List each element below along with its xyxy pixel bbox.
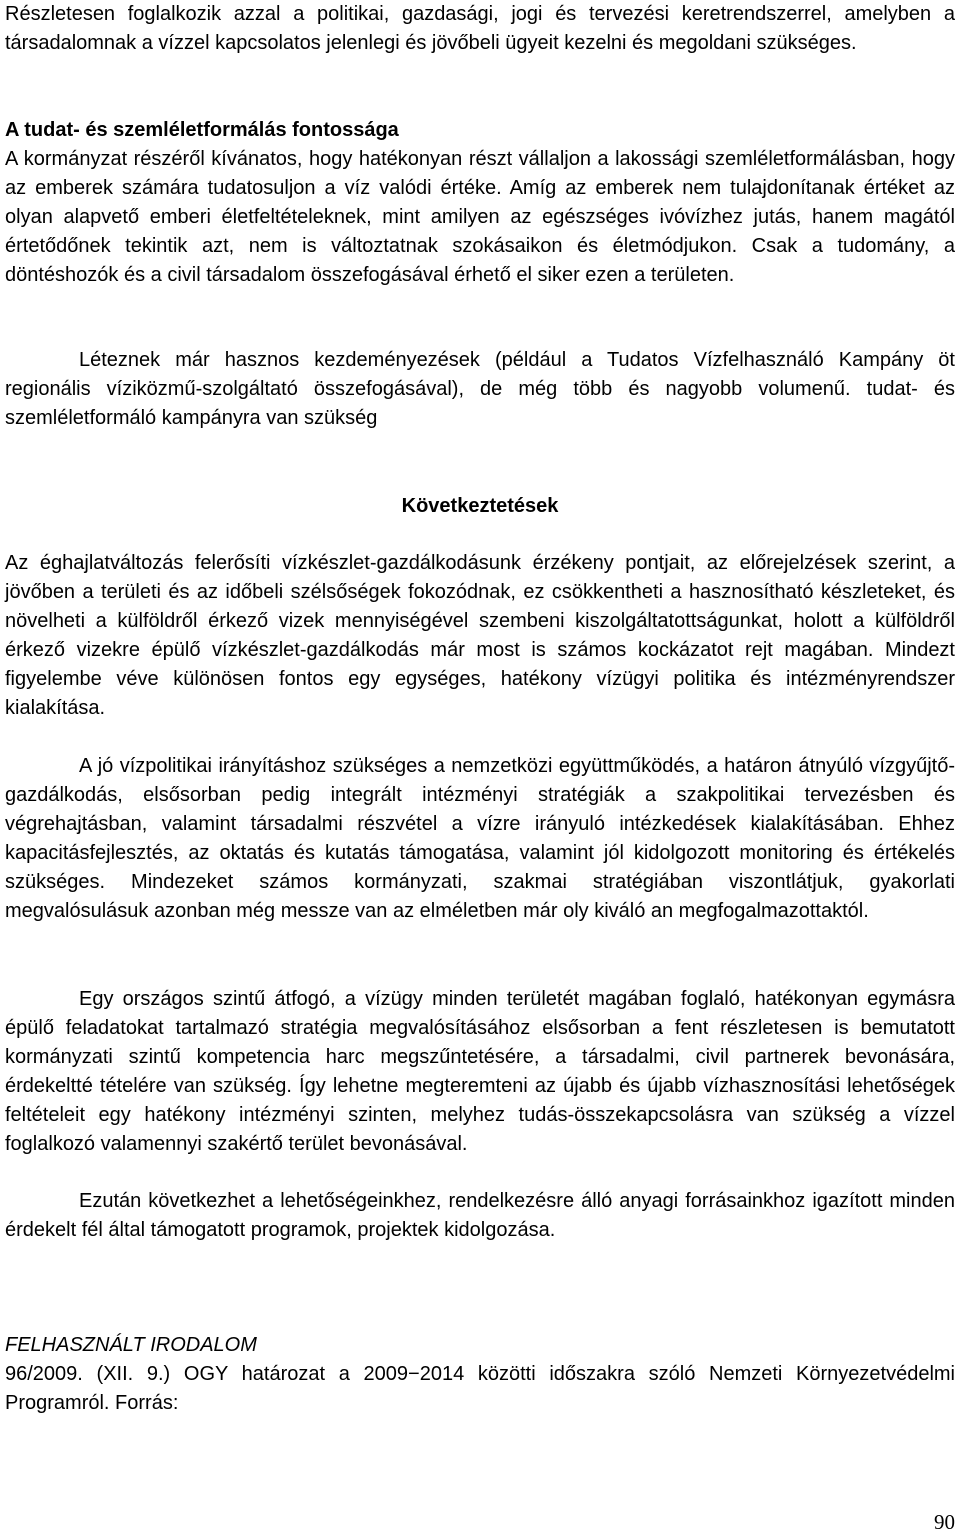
conclusions-paragraph-4: Ezután következhet a lehetőségeinkhez, rendelkezésre álló anyagi forrásainkhoz igazított minden érdekelt fél által támogatott programok, projektek kidolgozása. <box>5 1190 955 1241</box>
page-number: 90 <box>934 1510 955 1534</box>
reference-entry: 96/2009. (XII. 9.) OGY határozat a 2009−2014 közötti időszakra szóló Nemzeti Környezetvédelmi Programról. Forrás: <box>5 1363 955 1414</box>
conclusions-heading: Következtetések <box>401 495 559 517</box>
references-heading: FELHASZNÁLT IRODALOM <box>5 1334 257 1356</box>
conclusions-paragraph-3: Egy országos szintű átfogó, a vízügy minden területét magában foglaló, hatékonyan egymásra épülő feladatokat tartalmazó stratégia megvalósításához elsősorban a fent részletesen is bemutatott kormányzati szintű kompetencia harc megszűntetésére, a társadalmi, civil partnerek bevonására, érdekeltté tételére van szükség. Így lehetne megteremteni az újabb és újabb vízhasznosítási lehetőségek feltételeit egy hatékony intézményi szinten, melyhez tudás-összekapcsolásra van szükség a vízzel foglalkozó valamennyi szakértő terület bevonásával. <box>5 988 955 1155</box>
awareness-heading: A tudat- és szemléletformálás fontossága <box>5 119 399 141</box>
awareness-paragraph-2: Léteznek már hasznos kezdeményezések (például a Tudatos Vízfelhasználó Kampány öt regionális víziközmű-szolgáltató összefogásával), de még több és nagyobb volumenű. tudat- és szemléletformáló kampányra van szükség <box>5 349 955 429</box>
intro-paragraph: Részletesen foglalkozik azzal a politikai, gazdasági, jogi és tervezési keretrendszerrel, amelyben a társadalomnak a vízzel kapcsolatos jelenlegi és jövőbeli ügyeit kezelni és megoldani szükséges. <box>5 3 955 54</box>
conclusions-paragraph-2: A jó vízpolitikai irányításhoz szükséges a nemzetközi együttműködés, a határon átnyúló vízgyűjtő-gazdálkodás, elsősorban pedig integrált intézményi stratégiák a szakpolitikai tervezésben és végrehajtásban, valamint társadalmi részvétel a vízre irányuló intézkedések kialakításában. Ehhez kapacitásfejlesztés, az oktatás és kutatás támogatása, valamint jól kidolgozott monitoring és értékelés szükséges. Mindezeket számos kormányzati, szakmai stratégiában viszontlátjuk, gyakorlati megvalósulásuk azonban még messze van az elméletben már oly kiváló an megfogalmazottaktól. <box>5 755 955 922</box>
conclusions-paragraph-1: Az éghajlatváltozás felerősíti vízkészlet-gazdálkodásunk érzékeny pontjait, az előrejelzések szerint, a jövőben a területi és az időbeli szélsőségek fokozódnak, ez csökkentheti a hasznosítható készleteket, és növelheti a külföldről érkező vizek mennyiségével szembeni kiszolgáltatottságunkat, holott a külföldről érkező vizekre épülő vízkészlet-gazdálkodás már most is számos kockázatot rejt magában. Mindezt figyelembe véve különösen fontos egy egységes, hatékony vízügyi politika és intézményrendszer kialakítása. <box>5 552 955 719</box>
awareness-paragraph-1: A kormányzat részéről kívánatos, hogy hatékonyan részt vállaljon a lakossági szemléletformálásban, hogy az emberek számára tudatosuljon a víz valódi értéke. Amíg az emberek nem tulajdonítanak értéket az olyan alapvető emberi életfeltételeknek, mint amilyen az egészséges ivóvízhez jutás, hanem magától értetődőnek tekintik azt, nem is változtatnak szokásaikon és életmódjukon. Csak a tudomány, a döntéshozók és a civil társadalom összefogásával érhető el siker ezen a területen. <box>5 148 955 286</box>
